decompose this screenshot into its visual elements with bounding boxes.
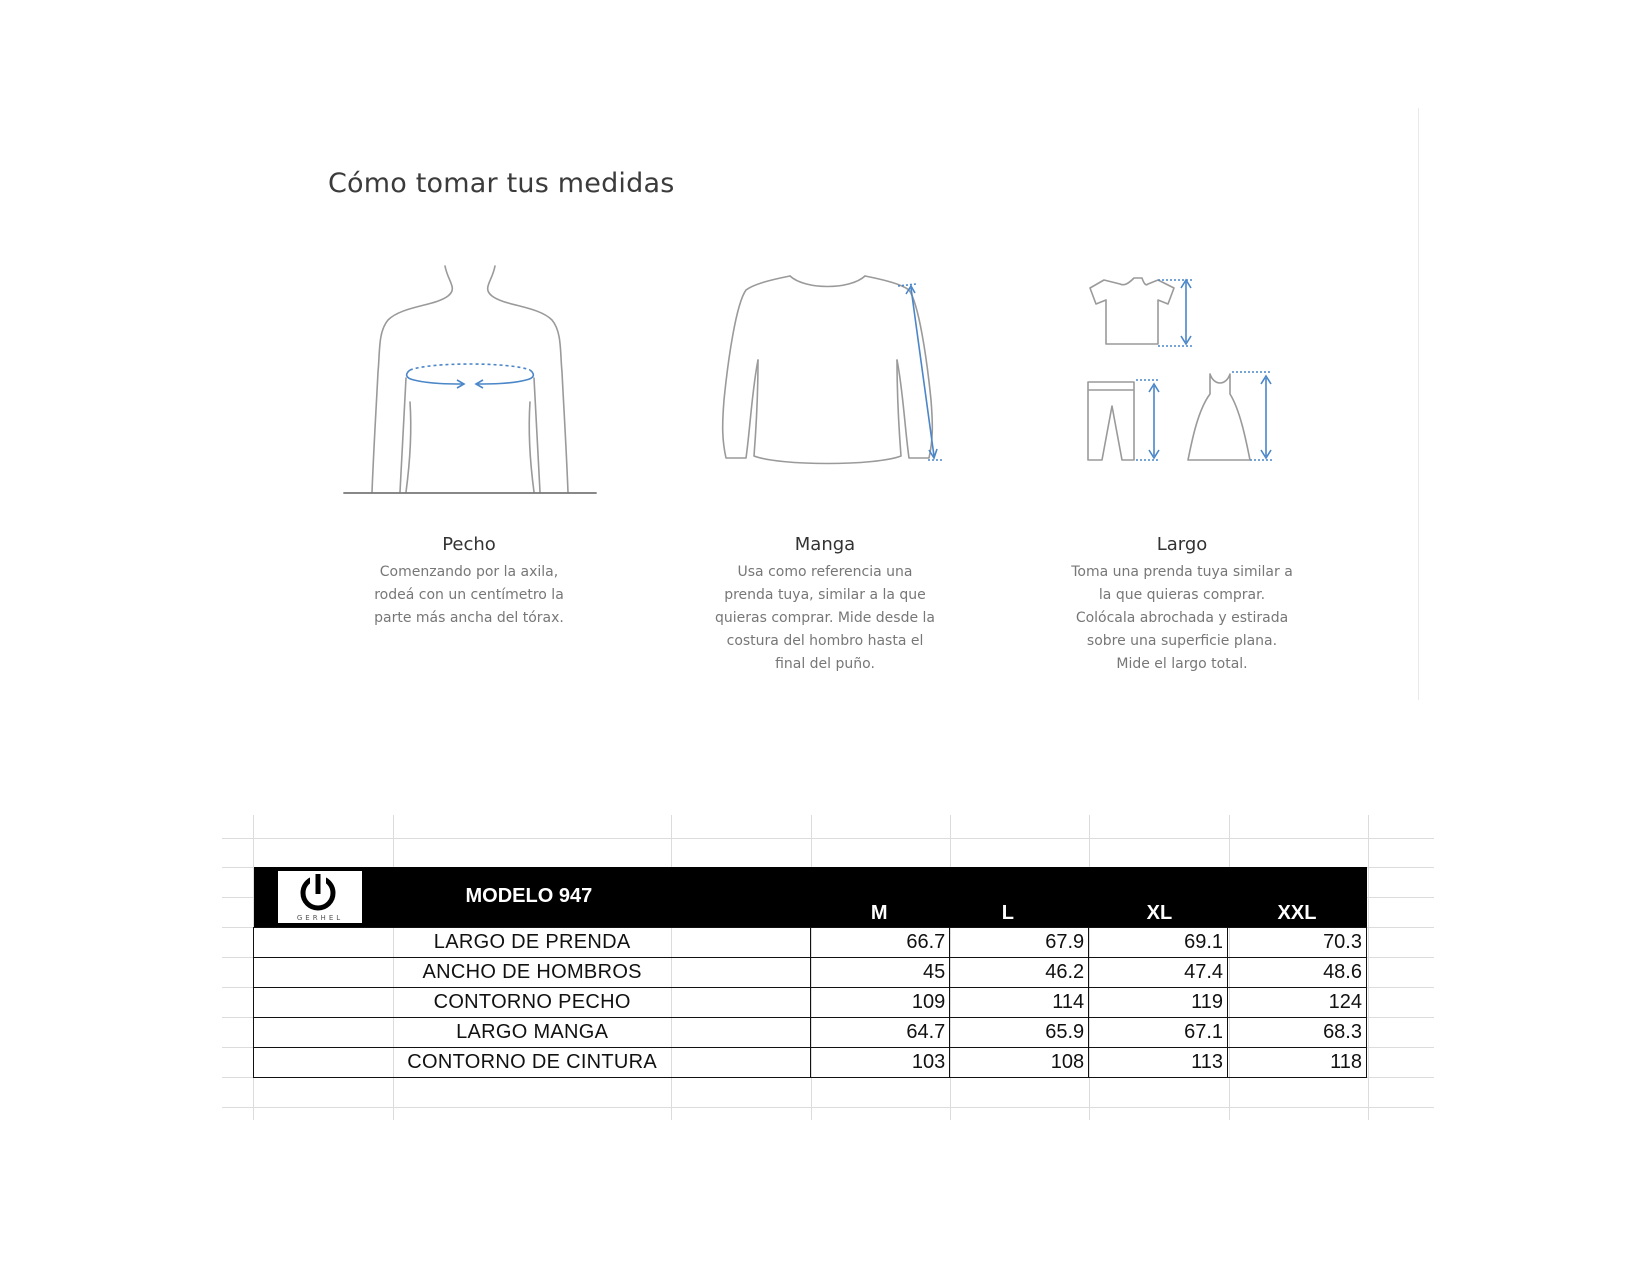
size-header-m: M (870, 901, 888, 924)
caption-largo (1052, 534, 1312, 676)
row-value: 45 (811, 957, 950, 987)
caption-title: Manga (794, 534, 856, 555)
row-value: 113 (1089, 1047, 1228, 1077)
row-value: 109 (811, 987, 950, 1017)
row-value: 124 (1228, 987, 1367, 1017)
size-table (253, 867, 1367, 1078)
row-value: 64.7 (811, 1017, 950, 1047)
row-value: 108 (950, 1047, 1089, 1077)
caption-title: Largo (1156, 534, 1208, 555)
row-value: 69.1 (1089, 927, 1228, 957)
row-label: ANCHO DE HOMBROS (254, 957, 811, 987)
power-icon (278, 871, 362, 923)
chest-measure-icon (340, 262, 600, 498)
size-header-l: L (1001, 901, 1014, 924)
row-value: 103 (811, 1047, 950, 1077)
row-value: 67.9 (950, 927, 1089, 957)
row-value: 65.9 (950, 1017, 1089, 1047)
row-value: 66.7 (811, 927, 950, 957)
table-row (254, 927, 1367, 957)
row-label: LARGO DE PRENDA (254, 927, 811, 957)
size-header-xl: XL (1146, 901, 1173, 924)
caption-manga (695, 534, 955, 676)
row-label: CONTORNO DE CINTURA (254, 1047, 811, 1077)
row-value: 119 (1089, 987, 1228, 1017)
row-value: 118 (1228, 1047, 1367, 1077)
table-row (254, 1017, 1367, 1047)
logo-cell (254, 867, 811, 927)
table-row (254, 1047, 1367, 1077)
row-value: 70.3 (1228, 927, 1367, 957)
table-row (254, 987, 1367, 1017)
row-label: LARGO MANGA (254, 1017, 811, 1047)
row-label: CONTORNO PECHO (254, 987, 811, 1017)
length-measure-icon (1080, 270, 1280, 470)
brand-logo (278, 871, 362, 923)
caption-pecho (339, 534, 599, 630)
row-value: 114 (950, 987, 1089, 1017)
row-value: 68.3 (1228, 1017, 1367, 1047)
size-header-xxl: XXL (1277, 901, 1317, 924)
guide-title: Cómo tomar tus medidas (328, 168, 675, 199)
caption-text: Usa como referencia una prenda tuya, similar a la que quieras comprar. Mide desde la costura del hombro hasta el final del puño. (715, 564, 935, 672)
model-label: MODELO 947 (465, 885, 593, 907)
row-value: 48.6 (1228, 957, 1367, 987)
row-value: 47.4 (1089, 957, 1228, 987)
sleeve-measure-icon (710, 270, 950, 480)
caption-text: Comenzando por la axila, rodeá con un centímetro la parte más ancha del tórax. (374, 564, 564, 626)
row-value: 46.2 (950, 957, 1089, 987)
table-row (254, 957, 1367, 987)
guide-divider (1418, 108, 1419, 700)
svg-text:GERHEL: GERHEL (296, 914, 343, 922)
caption-text: Toma una prenda tuya similar a la que quieras comprar. Colócala abrochada y estirada sobre una superficie plana. Mide el largo total. (1071, 564, 1293, 672)
caption-title: Pecho (442, 534, 496, 555)
table-header-row (254, 867, 1367, 927)
row-value: 67.1 (1089, 1017, 1228, 1047)
